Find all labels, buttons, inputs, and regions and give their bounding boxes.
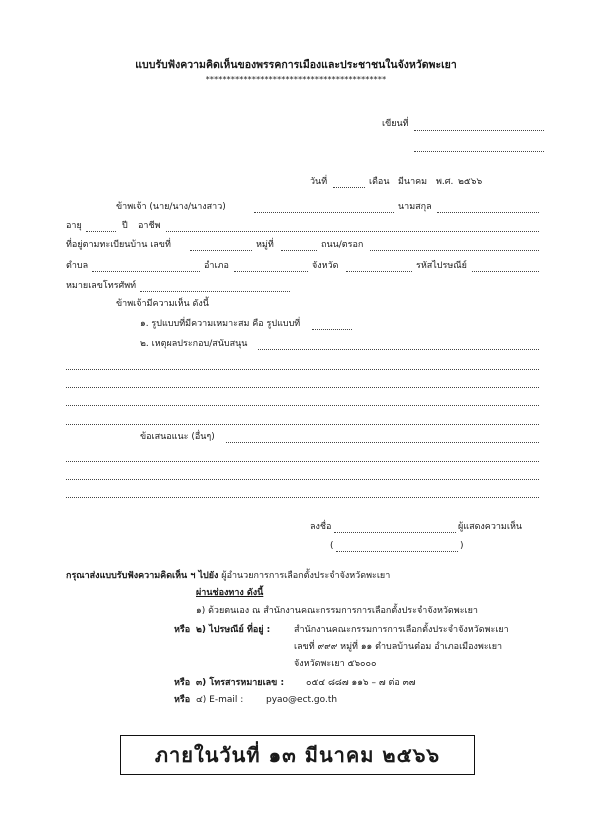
suggestion-line[interactable] — [66, 479, 539, 480]
channel-email-label: ๔) E-mail : — [196, 695, 244, 705]
sign-label: ลงชื่อ — [310, 522, 332, 532]
phone-label: หมายเลขโทรศัพท์ — [66, 281, 137, 291]
age-field[interactable] — [86, 231, 116, 232]
house-number-field[interactable] — [190, 250, 252, 251]
road-field[interactable] — [370, 250, 539, 251]
amphoe-label: อำเภอ — [204, 261, 229, 271]
written-at-label: เขียนที่ — [382, 119, 409, 129]
day-field[interactable] — [333, 187, 365, 188]
post-address-line1: สำนักงานคณะกรรมการการเลือกตั้งประจำจังหวัดพะเยา — [294, 625, 509, 635]
age-label: อายุ — [66, 221, 82, 231]
suggestion-label: ข้อเสนอแนะ (อื่นๆ) — [140, 432, 215, 442]
province-field[interactable] — [346, 271, 412, 272]
occupation-field[interactable] — [166, 231, 539, 232]
tambon-field[interactable] — [92, 271, 200, 272]
postcode-field[interactable] — [472, 271, 539, 272]
written-at-field[interactable] — [414, 130, 544, 131]
month-value: มีนาคม — [398, 177, 428, 187]
moo-field[interactable] — [281, 250, 317, 251]
or-label: หรือ — [174, 695, 191, 705]
channel-in-person: ๑) ด้วยตนเอง ณ สำนักงานคณะกรรมการการเลือกตั้งประจำจังหวัดพะเยา — [196, 606, 478, 616]
reason-line[interactable] — [66, 405, 539, 406]
channel-fax-label: ๓) โทรสารหมายเลข : — [196, 678, 285, 688]
name-label: ข้าพเจ้า (นาย/นาง/นางสาว) — [116, 202, 226, 212]
fax-number: ๐๕๔ ๘๘๗ ๑๑๖ – ๗ ต่อ ๓๗ — [306, 678, 416, 688]
moo-label: หมู่ที่ — [256, 240, 274, 250]
suggestion-field[interactable] — [226, 442, 539, 443]
signature-field[interactable] — [334, 532, 456, 533]
paren-open: ( — [330, 541, 334, 551]
submission-intro-rest: ผู้อำนวยการการเลือกตั้งประจำจังหวัดพะเยา — [218, 571, 391, 581]
page-title: แบบรับฟังความคิดเห็นของพรรคการเมืองและประชาชนในจังหวัดพะเยา — [135, 59, 457, 71]
occupation-label: อาชีพ — [138, 221, 161, 231]
surname-field[interactable] — [437, 212, 539, 213]
reason-field[interactable] — [258, 349, 539, 350]
email-address[interactable]: pyao@ect.go.th — [266, 695, 338, 705]
day-label: วันที่ — [310, 177, 328, 187]
phone-field[interactable] — [140, 291, 290, 292]
surname-label: นามสกุล — [398, 202, 432, 212]
year-label: พ.ศ. — [436, 177, 454, 187]
paren-close: ) — [460, 541, 464, 551]
written-at-field-line2[interactable] — [414, 151, 544, 152]
format-field[interactable] — [312, 329, 352, 330]
years-label: ปี — [122, 221, 128, 231]
or-label: หรือ — [174, 678, 191, 688]
postcode-label: รหัสไปรษณีย์ — [416, 261, 467, 271]
suggestion-line[interactable] — [66, 461, 539, 462]
amphoe-field[interactable] — [234, 271, 308, 272]
reason-line[interactable] — [66, 387, 539, 388]
reason-line[interactable] — [66, 424, 539, 425]
title-underline-stars: ******************************************* — [205, 75, 387, 84]
address-label: ที่อยู่ตามทะเบียนบ้าน เลขที่ — [66, 240, 171, 250]
province-label: จังหวัด — [312, 261, 339, 271]
road-label: ถนน/ตรอก — [321, 240, 364, 250]
opinion-item-2: ๒. เหตุผลประกอบ/สนับสนุน — [140, 339, 248, 349]
signer-role-label: ผู้แสดงความเห็น — [458, 522, 523, 532]
post-address-line3: จังหวัดพะเยา ๕๖๐๐๐ — [294, 659, 377, 669]
month-label: เดือน — [369, 177, 390, 187]
submission-intro-bold: กรุณาส่งแบบรับฟังความคิดเห็น ฯ ไปยัง — [66, 571, 219, 581]
submission-intro — [66, 572, 390, 581]
year-value: ๒๕๖๖ — [458, 177, 483, 187]
opinion-item-1: ๑. รูปแบบที่มีความเหมาะสม คือ รูปแบบที่ — [140, 319, 301, 329]
printed-name-field[interactable] — [336, 551, 458, 552]
reason-line[interactable] — [66, 369, 539, 370]
channel-post-label: ๒) ไปรษณีย์ ที่อยู่ : — [196, 625, 271, 635]
tambon-label: ตำบล — [66, 261, 89, 271]
name-field[interactable] — [254, 212, 394, 213]
suggestion-line[interactable] — [66, 497, 539, 498]
or-label: หรือ — [174, 625, 191, 635]
opinion-heading: ข้าพเจ้ามีความเห็น ดังนี้ — [116, 299, 209, 309]
deadline-box: ภายในวันที่ ๑๓ มีนาคม ๒๕๖๖ — [120, 735, 475, 775]
post-address-line2: เลขที่ ๙๙๙ หมู่ที่ ๑๑ ตำบลบ้านต๋อม อำเภอเมืองพะเยา — [294, 642, 503, 652]
channels-heading: ผ่านช่องทาง ดังนี้ — [196, 588, 264, 598]
